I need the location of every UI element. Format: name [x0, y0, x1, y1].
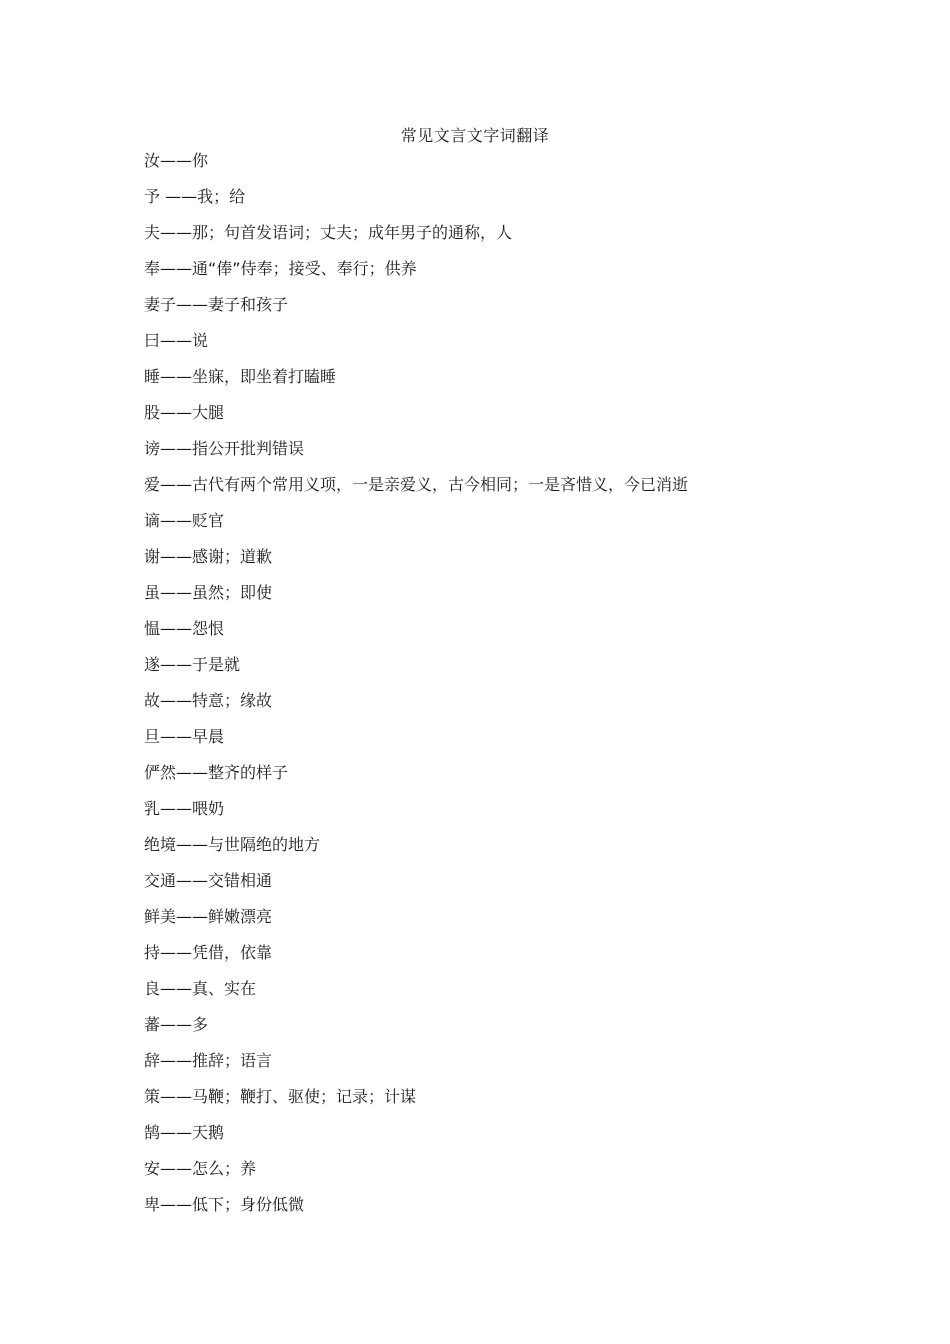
list-item: 卑——低下；身份低微: [144, 1195, 305, 1214]
list-item: 乳——喂奶: [144, 799, 225, 818]
list-item: 策——马鞭；鞭打、驱使；记录；计谋: [144, 1087, 417, 1106]
list-item: 鲜美——鲜嫩漂亮: [144, 907, 273, 926]
list-item: 汝——你: [144, 151, 209, 170]
list-item: 予 ——我；给: [144, 187, 246, 206]
list-item: 谢——感谢；道歉: [144, 547, 273, 566]
list-item: 谤——指公开批判错误: [144, 439, 305, 458]
list-item: 愠——怨恨: [144, 619, 225, 638]
list-item: 安——怎么；养: [144, 1159, 257, 1178]
list-item: 交通——交错相通: [144, 871, 273, 890]
list-item: 曰——说: [144, 331, 209, 350]
list-item: 绝境——与世隔绝的地方: [144, 835, 321, 854]
list-item: 奉——通“俸”侍奉；接受、奉行；供养: [144, 259, 417, 278]
list-item: 辞——推辞；语言: [144, 1051, 273, 1070]
vocabulary-list: [144, 148, 864, 1228]
list-item: 股——大腿: [144, 403, 225, 422]
list-item: 遂——于是就: [144, 655, 241, 674]
list-item: 俨然——整齐的样子: [144, 763, 289, 782]
list-item: 良——真、实在: [144, 979, 257, 998]
page-title: 常见文言文字词翻译: [400, 126, 550, 145]
list-item: 故——特意；缘故: [144, 691, 273, 710]
list-item: 妻子——妻子和孩子: [144, 295, 289, 314]
list-item: 睡——坐寐，即坐着打瞌睡: [144, 367, 337, 386]
list-item: 虽——虽然；即使: [144, 583, 273, 602]
list-item: 夫——那；句首发语词；丈夫；成年男子的通称，人: [144, 223, 513, 242]
list-item: 爱——古代有两个常用义项，一是亲爱义，古今相同；一是吝惜义，今已消逝: [144, 475, 689, 494]
list-item: 旦——早晨: [144, 727, 225, 746]
list-item: 谪——贬官: [144, 511, 225, 530]
list-item: 蕃——多: [144, 1015, 209, 1034]
list-item: 鹄——天鹅: [144, 1123, 225, 1142]
list-item: 持——凭借，依靠: [144, 943, 273, 962]
